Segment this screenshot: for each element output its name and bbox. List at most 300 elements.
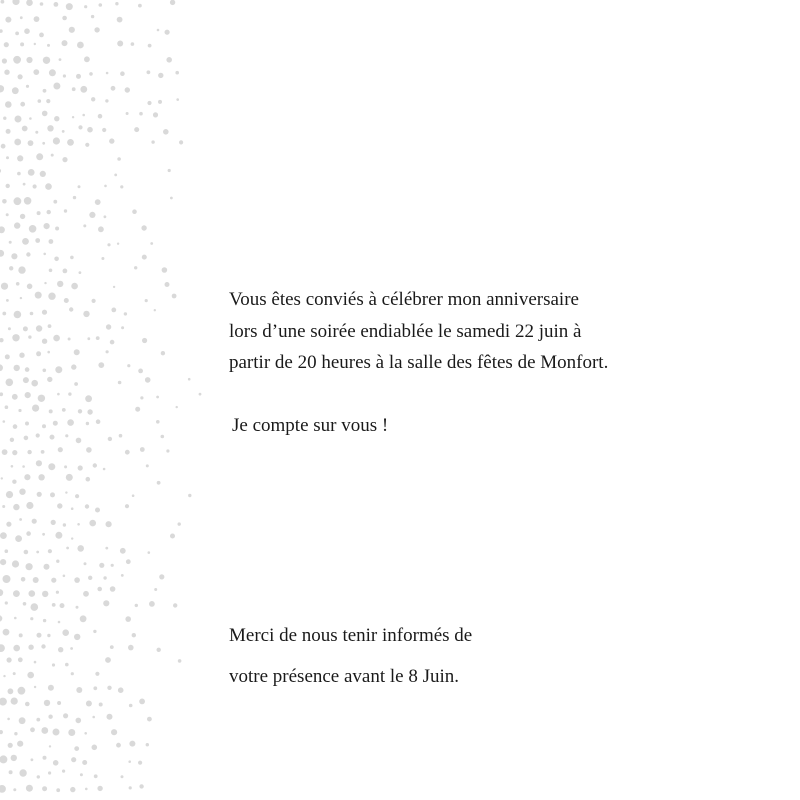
- decorative-dot: [63, 713, 68, 718]
- decorative-dot: [11, 755, 17, 761]
- decorative-dot: [13, 645, 20, 652]
- decorative-dot: [68, 392, 71, 395]
- decorative-dot: [31, 603, 39, 611]
- decorative-dot: [25, 422, 29, 426]
- decorative-dot: [99, 3, 103, 7]
- decorative-dot: [89, 72, 93, 76]
- decorative-dot: [49, 409, 53, 413]
- decorative-dot: [119, 434, 123, 438]
- decorative-dot: [117, 243, 119, 245]
- decorative-dot: [111, 86, 116, 91]
- decorative-dot: [42, 786, 47, 791]
- decorative-dot: [65, 434, 68, 437]
- decorative-dot: [18, 687, 26, 695]
- decorative-dot: [4, 42, 9, 47]
- decorative-dot: [74, 634, 80, 640]
- decorative-dot: [103, 600, 109, 606]
- decorative-dot: [188, 494, 191, 497]
- decorative-dot: [83, 224, 86, 227]
- decorative-dot: [7, 688, 13, 694]
- decorative-dot: [94, 774, 98, 778]
- decorative-dot: [78, 409, 82, 413]
- decorative-dot: [172, 294, 177, 299]
- decorative-dot: [27, 284, 33, 290]
- decorative-dot: [3, 420, 6, 423]
- decorative-dot: [62, 157, 67, 162]
- decorative-dot: [154, 309, 156, 311]
- decorative-dot: [113, 286, 115, 288]
- decorative-dot: [19, 769, 26, 776]
- decorative-dot: [68, 338, 71, 341]
- decorative-dot: [76, 687, 82, 693]
- decorative-dot: [43, 57, 50, 64]
- decorative-dot: [14, 222, 20, 228]
- decorative-dot: [41, 450, 45, 454]
- decorative-dot: [12, 394, 18, 400]
- decorative-dot: [156, 396, 159, 399]
- decorative-dot: [20, 102, 25, 107]
- decorative-dot: [23, 183, 26, 186]
- decorative-dot: [37, 492, 42, 497]
- decorative-dot: [58, 647, 63, 652]
- decorative-dot: [0, 226, 5, 233]
- decorative-dot: [83, 591, 89, 597]
- decorative-dot: [48, 715, 52, 719]
- decorative-dot: [78, 465, 83, 470]
- decorative-dot: [27, 672, 34, 679]
- decorative-dot: [141, 225, 146, 230]
- decorative-dot: [146, 743, 149, 746]
- decorative-dot: [106, 72, 109, 75]
- decorative-dot: [26, 0, 33, 6]
- decorative-dot: [26, 252, 30, 256]
- decorative-dot: [53, 83, 60, 90]
- decorative-dot: [21, 577, 26, 582]
- decorative-dot: [96, 419, 101, 424]
- decorative-dot: [9, 770, 13, 774]
- decorative-dot: [76, 606, 79, 609]
- decorative-dot: [138, 4, 142, 8]
- decorative-dot: [0, 338, 4, 342]
- decorative-dot: [48, 293, 55, 300]
- decorative-dot: [78, 125, 82, 129]
- decorative-dot: [28, 169, 35, 176]
- decorative-dot: [48, 771, 51, 774]
- decorative-dot: [154, 588, 157, 591]
- decorative-dot: [35, 238, 40, 243]
- decorative-dot: [135, 407, 140, 412]
- decorative-dot: [76, 438, 82, 444]
- decorative-dot: [13, 504, 19, 510]
- decorative-dot: [114, 174, 117, 177]
- decorative-dot: [109, 138, 114, 143]
- decorative-dot: [49, 745, 51, 747]
- decorative-dot: [5, 601, 8, 604]
- decorative-dot: [32, 405, 39, 412]
- decorative-dot: [47, 44, 50, 47]
- decorative-dot: [150, 242, 153, 245]
- decorative-dot: [93, 630, 96, 633]
- decorative-dot: [105, 657, 111, 663]
- decorative-dot: [6, 184, 10, 188]
- decorative-dot: [6, 156, 9, 159]
- decorative-dot: [14, 197, 22, 205]
- decorative-dot: [48, 324, 52, 328]
- dot-pattern-decoration: [0, 0, 230, 800]
- decorative-dot: [40, 2, 44, 6]
- decorative-dot: [34, 686, 36, 688]
- decorative-dot: [82, 114, 85, 117]
- decorative-dot: [199, 393, 202, 396]
- decorative-dot: [166, 449, 169, 452]
- invitation-text: [229, 284, 608, 379]
- decorative-dot: [14, 311, 22, 319]
- decorative-dot: [25, 392, 31, 398]
- decorative-dot: [35, 292, 42, 299]
- decorative-dot: [0, 785, 6, 793]
- decorative-dot: [44, 282, 46, 284]
- decorative-dot: [65, 663, 69, 667]
- decorative-dot: [26, 502, 33, 509]
- decorative-dot: [72, 87, 76, 91]
- decorative-dot: [108, 437, 112, 441]
- decorative-dot: [15, 116, 22, 123]
- decorative-dot: [71, 672, 74, 675]
- decorative-dot: [2, 58, 7, 63]
- decorative-dot: [44, 564, 50, 570]
- decorative-dot: [139, 699, 145, 705]
- decorative-dot: [63, 523, 66, 526]
- decorative-dot: [91, 97, 95, 101]
- decorative-dot: [66, 474, 73, 481]
- decorative-dot: [47, 125, 53, 131]
- decorative-dot: [0, 589, 3, 596]
- decorative-dot: [151, 140, 154, 143]
- decorative-dot: [19, 633, 23, 637]
- decorative-dot: [34, 43, 36, 45]
- decorative-dot: [64, 209, 67, 212]
- decorative-dot: [46, 99, 50, 103]
- decorative-dot: [36, 460, 42, 466]
- decorative-dot: [76, 74, 81, 79]
- decorative-dot: [131, 42, 135, 46]
- invitation-line: partir de 20 heures à la salle des fêtes de Monfort.: [229, 352, 609, 373]
- decorative-dot: [43, 369, 47, 373]
- decorative-dot: [120, 548, 126, 554]
- decorative-dot: [8, 743, 13, 748]
- decorative-dot: [24, 436, 29, 441]
- decorative-dot: [47, 351, 50, 354]
- decorative-dot: [86, 701, 92, 707]
- decorative-dot: [12, 450, 17, 455]
- decorative-dot: [163, 129, 169, 135]
- decorative-dot: [85, 143, 89, 147]
- decorative-dot: [63, 269, 68, 274]
- decorative-dot: [2, 505, 5, 508]
- decorative-dot: [118, 687, 124, 693]
- decorative-dot: [6, 129, 11, 134]
- invitation-line: lors d’une soirée endiablée le samedi 22 juin à: [229, 320, 582, 342]
- decorative-dot: [57, 393, 60, 396]
- decorative-dot: [20, 214, 25, 219]
- decorative-dot: [106, 521, 112, 527]
- decorative-dot: [26, 563, 33, 570]
- decorative-dot: [85, 504, 89, 508]
- decorative-dot: [115, 2, 118, 5]
- decorative-dot: [1, 283, 8, 290]
- decorative-dot: [175, 71, 179, 75]
- decorative-dot: [36, 351, 41, 356]
- decorative-dot: [148, 551, 151, 554]
- decorative-dot: [125, 616, 131, 622]
- decorative-dot: [127, 364, 130, 367]
- decorative-dot: [23, 602, 27, 606]
- decorative-dot: [29, 590, 36, 597]
- decorative-dot: [23, 326, 28, 331]
- decorative-dot: [158, 73, 163, 78]
- decorative-dot: [55, 227, 59, 231]
- decorative-dot: [1, 0, 5, 4]
- decorative-dot: [31, 758, 34, 761]
- decorative-dot: [76, 718, 82, 724]
- decorative-dot: [140, 447, 145, 452]
- decorative-dot: [53, 335, 60, 342]
- decorative-dot: [140, 396, 143, 399]
- decorative-dot: [1, 144, 6, 149]
- decorative-dot: [47, 634, 50, 637]
- decorative-dot: [33, 184, 37, 188]
- decorative-dot: [43, 756, 47, 760]
- decorative-dot: [145, 377, 151, 383]
- decorative-dot: [64, 298, 69, 303]
- decorative-dot: [91, 15, 94, 18]
- decorative-dot: [94, 27, 99, 32]
- decorative-dot: [17, 155, 23, 161]
- decorative-dot: [62, 770, 65, 773]
- decorative-dot: [71, 537, 73, 539]
- decorative-dot: [132, 209, 137, 214]
- decorative-dot: [146, 464, 149, 467]
- decorative-dot: [64, 465, 67, 468]
- decorative-dot: [18, 657, 23, 662]
- decorative-dot: [129, 704, 133, 708]
- decorative-dot: [43, 89, 47, 93]
- decorative-dot: [93, 463, 97, 467]
- decorative-dot: [84, 562, 87, 565]
- decorative-dot: [84, 5, 87, 8]
- decorative-dot: [63, 74, 66, 77]
- decorative-dot: [20, 297, 22, 299]
- decorative-dot: [40, 171, 46, 177]
- decorative-dot: [58, 621, 61, 624]
- decorative-dot: [87, 409, 92, 414]
- decorative-dot: [88, 576, 92, 580]
- decorative-dot: [55, 366, 62, 373]
- decorative-dot: [117, 157, 121, 161]
- decorative-dot: [68, 729, 75, 736]
- decorative-dot: [103, 468, 106, 471]
- decorative-dot: [57, 701, 61, 705]
- decorative-dot: [31, 380, 38, 387]
- decorative-dot: [0, 250, 4, 257]
- decorative-dot: [71, 757, 76, 762]
- decorative-dot: [147, 101, 151, 105]
- decorative-dot: [101, 257, 104, 260]
- decorative-dot: [37, 211, 41, 215]
- decorative-dot: [6, 299, 9, 302]
- decorative-dot: [71, 364, 76, 369]
- decorative-dot: [0, 532, 7, 539]
- decorative-dot: [89, 212, 95, 218]
- decorative-dot: [13, 56, 21, 64]
- decorative-dot: [1, 477, 3, 479]
- decorative-dot: [84, 56, 90, 62]
- decorative-dot: [178, 659, 182, 663]
- decorative-dot: [36, 433, 40, 437]
- decorative-dot: [74, 746, 79, 751]
- decorative-dot: [69, 27, 75, 33]
- decorative-dot: [6, 213, 9, 216]
- decorative-dot: [10, 438, 14, 442]
- decorative-dot: [25, 702, 30, 707]
- decorative-dot: [111, 729, 117, 735]
- decorative-dot: [32, 519, 37, 524]
- decorative-dot: [97, 587, 102, 592]
- decorative-dot: [49, 239, 54, 244]
- decorative-dot: [139, 784, 143, 788]
- decorative-dot: [51, 520, 56, 525]
- decorative-dot: [42, 310, 47, 315]
- decorative-dot: [50, 435, 55, 440]
- decorative-dot: [69, 307, 73, 311]
- decorative-dot: [80, 773, 83, 776]
- decorative-dot: [120, 185, 123, 188]
- decorative-dot: [62, 130, 65, 133]
- decorative-dot: [121, 574, 124, 577]
- decorative-dot: [0, 615, 2, 621]
- decorative-dot: [147, 717, 152, 722]
- decorative-dot: [53, 200, 57, 204]
- decorative-dot: [14, 617, 17, 620]
- decorative-dot: [0, 559, 6, 565]
- decorative-dot: [96, 336, 100, 340]
- decorative-dot: [38, 474, 44, 480]
- decorative-dot: [12, 334, 19, 341]
- decorative-dot: [188, 378, 191, 381]
- decorative-dot: [84, 732, 87, 735]
- decorative-dot: [18, 409, 21, 412]
- decorative-dot: [86, 477, 91, 482]
- decorative-dot: [48, 685, 54, 691]
- decorative-dot: [86, 447, 92, 453]
- decorative-dot: [52, 603, 56, 607]
- decorative-dot: [36, 325, 42, 331]
- decorative-dot: [74, 577, 80, 583]
- decorative-dot: [71, 507, 74, 510]
- decorative-dot: [105, 547, 108, 550]
- decorative-dot: [67, 419, 74, 426]
- decorative-dot: [139, 112, 143, 116]
- decorative-dot: [38, 395, 45, 402]
- decorative-dot: [126, 112, 129, 115]
- decorative-dot: [15, 535, 22, 542]
- decorative-dot: [23, 377, 29, 383]
- decorative-dot: [4, 70, 9, 75]
- decorative-dot: [62, 16, 67, 21]
- decorative-dot: [7, 718, 10, 721]
- decorative-dot: [60, 603, 65, 608]
- decorative-dot: [58, 447, 63, 452]
- decorative-dot: [95, 672, 99, 676]
- decorative-dot: [28, 140, 34, 146]
- decorative-dot: [85, 395, 92, 402]
- decorative-dot: [86, 422, 89, 425]
- decorative-dot: [43, 619, 46, 622]
- decorative-dot: [63, 575, 66, 578]
- decorative-dot: [57, 281, 63, 287]
- decorative-dot: [65, 491, 67, 493]
- decorative-dot: [56, 788, 60, 792]
- decorative-dot: [42, 533, 45, 536]
- decorative-dot: [73, 196, 76, 199]
- decorative-dot: [80, 615, 87, 622]
- decorative-dot: [18, 266, 25, 273]
- decorative-dot: [166, 57, 172, 63]
- decorative-dot: [42, 591, 48, 597]
- decorative-dot: [134, 266, 137, 269]
- decorative-dot: [107, 714, 113, 720]
- decorative-dot: [29, 225, 37, 233]
- decorative-dot: [158, 100, 162, 104]
- decorative-dot: [92, 745, 98, 751]
- invitation-line: Vous êtes conviés à célébrer mon anniversaire: [229, 289, 579, 310]
- decorative-dot: [8, 327, 11, 330]
- decorative-dot: [29, 117, 32, 120]
- decorative-dot: [25, 367, 30, 372]
- decorative-dot: [37, 775, 40, 778]
- decorative-dot: [126, 559, 131, 564]
- decorative-dot: [2, 199, 7, 204]
- decorative-dot: [20, 42, 24, 46]
- decorative-dot: [13, 590, 20, 597]
- decorative-dot: [41, 727, 48, 734]
- decorative-dot: [54, 257, 59, 262]
- decorative-dot: [5, 405, 9, 409]
- decorative-dot: [39, 33, 44, 38]
- decorative-dot: [157, 648, 161, 652]
- decorative-dot: [128, 760, 131, 763]
- decorative-dot: [44, 223, 50, 229]
- decorative-dot: [12, 0, 19, 5]
- decorative-dot: [16, 282, 20, 286]
- decorative-dot: [59, 58, 62, 61]
- decorative-dot: [62, 408, 66, 412]
- decorative-dot: [0, 392, 3, 396]
- decorative-dot: [14, 365, 20, 371]
- decorative-dot: [43, 253, 46, 256]
- decorative-dot: [142, 338, 147, 343]
- decorative-dot: [51, 154, 54, 157]
- decorative-dot: [5, 101, 12, 108]
- decorative-dot: [117, 41, 123, 47]
- decorative-dot: [41, 644, 45, 648]
- decorative-dot: [49, 269, 53, 273]
- decorative-dot: [117, 17, 123, 23]
- decorative-dot: [6, 379, 14, 387]
- decorative-dot: [11, 253, 17, 259]
- decorative-dot: [53, 137, 60, 144]
- decorative-dot: [176, 98, 179, 101]
